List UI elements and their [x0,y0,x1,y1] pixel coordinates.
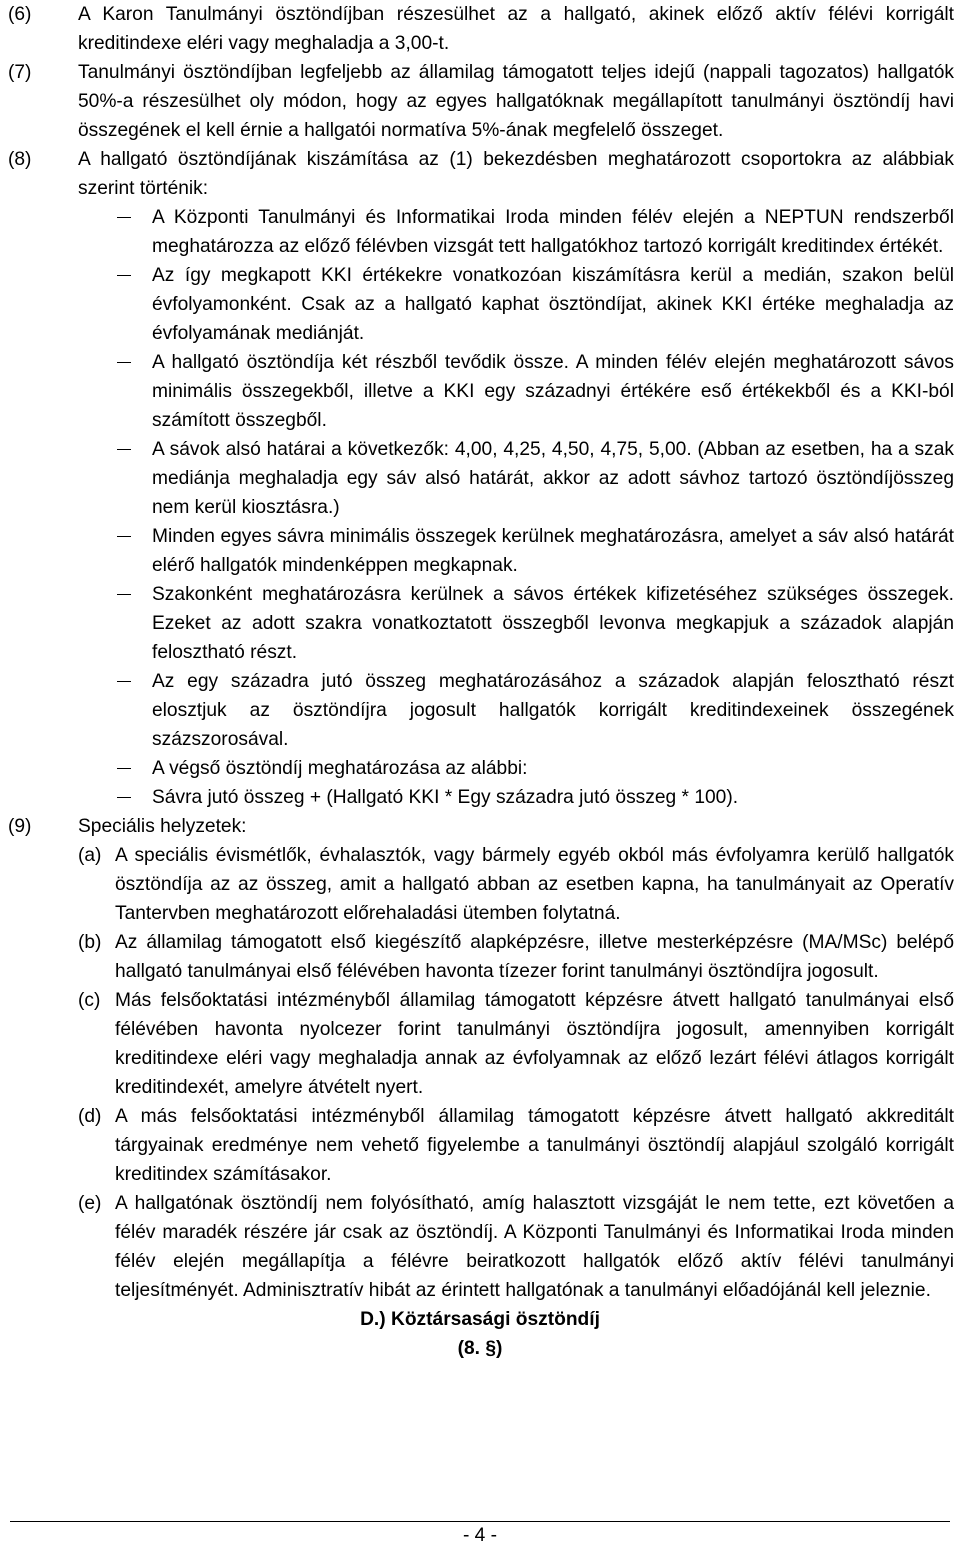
list-item [0,261,960,348]
list-item [0,783,960,812]
item-text: A más felsőoktatási intézményből államilag támogatott képzésre átvett hallgató akkreditált tárgyainak eredménye nem vehető figyelembe a tanulmányi ösztöndíj alapjául szolgáló korrigált kreditindex számításakor. [115,1106,954,1185]
list-item-text: A Központi Tanulmányi és Informatikai Iroda minden félév elején a NEPTUN rendszerből meghatározza az előző félévben vizsgát tett hallgatókhoz tartozó korrigált kreditindex értékét. [152,207,954,257]
item-text: A speciális évismétlők, évhalasztók, vagy bármely egyéb okból más évfolyamra kerülő hallgatók ösztöndíja az az összeg, amit a hallgató abban az esetben kapna, ha tanulmányait az Operatív Tantervben meghatározott előrehaladási ütemben folytatná. [115,845,954,924]
item-label: (e) [78,1193,102,1214]
special-case-a [0,841,960,928]
dash-bullet-icon [117,449,131,450]
item-text: A hallgatónak ösztöndíj nem folyósítható, amíg halasztott vizsgáját le nem tette, ezt követően a félév maradék részére jár csak az ösztöndíj. A Központi Tanulmányi és Informatikai Iroda minden félév elején megállapítja a félévre beiratkozott hallgatók előző aktív félévi tanulmányi teljesítményét. Adminisztratív hibát az érintett hallgatónak a tanulmányi előadójánál kell jeleznie. [115,1193,954,1301]
list-item-text: Az így megkapott KKI értékekre vonatkozóan kiszámításra kerül a medián, szakon belül évfolyamonként. Csak az a hallgató kaphat ösztöndíjat, akinek KKI értéke meghaladja az évfolyamának mediánját. [152,265,954,344]
special-case-e [0,1189,960,1305]
paragraph-7 [0,58,960,145]
paragraph-text: A hallgató ösztöndíjának kiszámítása az (1) bekezdésben meghatározott csoportokra az alábbiak szerint történik: [78,149,954,199]
section-title: D.) Köztársasági ösztöndíj [360,1309,600,1330]
item-label: (d) [78,1106,102,1127]
list-item-text: Szakonként meghatározásra kerülnek a sávos értékek kifizetéséhez szükséges összegek. Ezeket az adott szakra vonatkoztatott összegből levonva megkapjuk a századok alapján felosztható részt. [152,584,954,663]
list-item [0,435,960,522]
list-item [0,203,960,261]
dash-bullet-icon [117,768,131,769]
paragraph-number: (9) [8,816,32,837]
list-item-text: A végső ösztöndíj meghatározása az alábbi: [152,758,528,779]
item-text: Más felsőoktatási intézményből államilag támogatott képzésre átvett hallgató tanulmányai első félévében havonta nyolcezer forint tanulmányi ösztöndíjra jogosult, amennyiben korrigált kreditindexe eléri vagy meghaladja annak az évfolyamnak az előző lezárt félévi átlagos korrigált kreditindexét, amelyre átvételt nyert. [115,990,954,1098]
dash-bullet-icon [117,536,131,537]
list-item [0,348,960,435]
dash-bullet-icon [117,797,131,798]
special-case-b [0,928,960,986]
paragraph-number: (6) [8,4,32,25]
special-case-d [0,1102,960,1189]
list-item [0,667,960,754]
list-item [0,580,960,667]
paragraph-9 [0,812,960,841]
list-item-text: Minden egyes sávra minimális összegek kerülnek meghatározásra, amelyet a sáv alsó határát elérő hallgatók mindenképpen megkapnak. [152,526,954,576]
item-label: (c) [78,990,101,1011]
footer-divider [10,1521,950,1522]
paragraph-number: (8) [8,149,32,170]
list-item-text: Az egy századra jutó összeg meghatározásához a századok alapján felosztható részt elosztjuk az ösztöndíjra jogosult hallgatók korrigált kreditindexeinek összegének százszorosával. [152,671,954,750]
item-label: (b) [78,932,102,953]
dash-bullet-icon [117,362,131,363]
dash-bullet-icon [117,217,131,218]
list-item-text: A sávok alsó határai a következők: 4,00, 4,25, 4,50, 4,75, 5,00. (Abban az esetben, ha a szak mediánja meghaladja egy sáv alsó határát, akkor az adott sávhoz tartozó ösztöndíjösszeg nem kerül kiosztásra.) [152,439,954,518]
special-case-c [0,986,960,1102]
paragraph-text: A Karon Tanulmányi ösztöndíjban részesülhet az a hallgató, akinek előző aktív félévi korrigált kreditindexe eléri vagy meghaladja a 3,00-t. [78,4,954,54]
dash-bullet-icon [117,275,131,276]
paragraph-8 [0,145,960,203]
list-item [0,754,960,783]
calculation-bullet-list [0,203,960,812]
dash-bullet-icon [117,681,131,682]
page-number: - 4 - [462,1525,498,1546]
item-label: (a) [78,845,102,866]
paragraph-6 [0,0,960,58]
list-item-text: A hallgató ösztöndíja két részből tevődik össze. A minden félév elején meghatározott sávos minimális összegekből, illetve a KKI egy századnyi értékére eső értékekből és a KKI-ból számított összegből. [152,352,954,431]
list-item-text: Sávra jutó összeg + (Hallgató KKI * Egy századra jutó összeg * 100). [152,787,739,808]
list-item [0,522,960,580]
paragraph-number: (7) [8,62,32,83]
item-text: Az államilag támogatott első kiegészítő alapképzésre, illetve mesterképzésre (MA/MSc) belépő hallgató tanulmányai első félévében havonta tízezer forint tanulmányi ösztöndíjra jogosult. [115,932,954,982]
paragraph-text: Speciális helyzetek: [78,816,247,837]
dash-bullet-icon [117,594,131,595]
paragraph-text: Tanulmányi ösztöndíjban legfeljebb az államilag támogatott teljes idejű (nappali tagozatos) hallgatók 50%-a részesülhet oly módon, hogy az egyes hallgatóknak megállapított tanulmányi ösztöndíj havi összegének el kell érnie a hallgatói normatíva 5%-ának megfelelő összeget. [78,62,954,141]
section-number: (8. §) [457,1338,503,1359]
